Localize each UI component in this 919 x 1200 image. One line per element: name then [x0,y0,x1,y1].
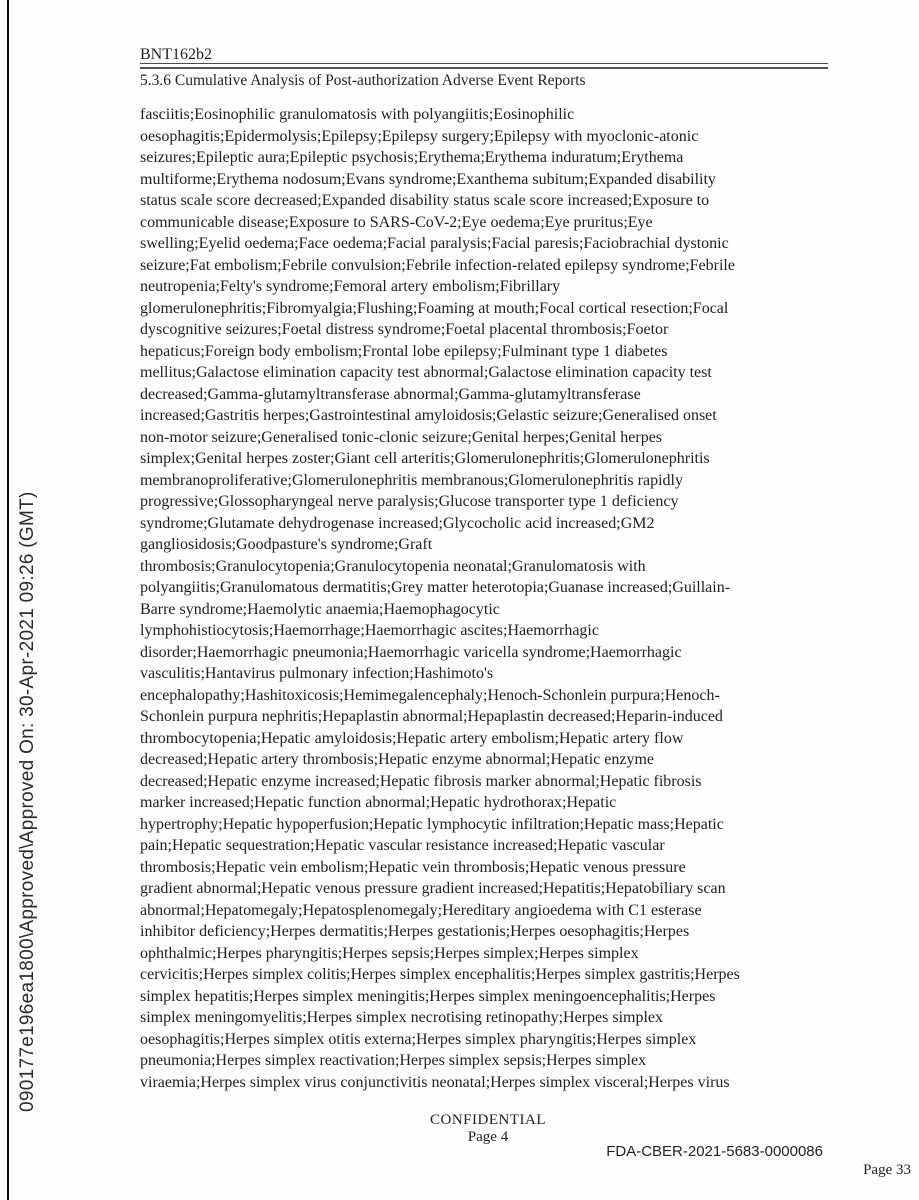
body-line: inhibitor deficiency;Herpes dermatitis;Herpes gestationis;Herpes oesophagitis;Herpes [140,923,690,940]
body-line: multiforme;Erythema nodosum;Evans syndrome;Exanthema subitum;Expanded disability [140,170,716,188]
body-line: cervicitis;Herpes simplex colitis;Herpes simplex encephalitis;Herpes simplex gastritis;Herpes [140,966,740,983]
body-line: glomerulonephritis;Fibromyalgia;Flushing;Foaming at mouth;Focal cortical resection;Focal [140,299,729,317]
header-rule-thick [140,67,828,69]
body-line: Barre syndrome;Haemolytic anaemia;Haemophagocytic [140,600,500,618]
approval-watermark: 090177e196ea1800\Approved\Approved On: 30-Apr-2021 09:26 (GMT) [17,491,38,1112]
header-rule-thin [140,63,828,64]
body-line: status scale score decreased;Expanded disability status scale score increased;Exposure to [140,192,710,209]
header-product: BNT162b2 [140,46,212,63]
body-line: mellitus;Galactose elimination capacity test abnormal;Galactose elimination capacity test [140,364,712,381]
body-line: thrombosis;Hepatic vein embolism;Hepatic vein thrombosis;Hepatic venous pressure [140,858,686,876]
body-line: swelling;Eyelid oedema;Face oedema;Facial paralysis;Facial paresis;Faciobrachial dystonic [140,235,729,252]
body-line: decreased;Hepatic artery thrombosis;Hepatic enzyme abnormal;Hepatic enzyme [140,751,654,768]
body-line: gradient abnormal;Hepatic venous pressure gradient increased;Hepatitis;Hepatobiliary scan [140,880,726,897]
body-line: ophthalmic;Herpes pharyngitis;Herpes sepsis;Herpes simplex;Herpes simplex [140,944,639,962]
footer-page-label: Page 4 [467,1129,509,1145]
body-line: hypertrophy;Hepatic hypoperfusion;Hepatic lymphocytic infiltration;Hepatic mass;Hepatic [140,815,724,833]
footer-confidential: CONFIDENTIAL [430,1112,546,1128]
body-line: vasculitis;Hantavirus pulmonary infection;Hashimoto's [140,665,494,682]
body-line: oesophagitis;Epidermolysis;Epilepsy;Epilepsy surgery;Epilepsy with myoclonic-atonic [140,127,699,145]
body-line: dyscognitive seizures;Foetal distress syndrome;Foetal placental thrombosis;Foetor [140,321,669,338]
body-line: hepaticus;Foreign body embolism;Frontal lobe epilepsy;Fulminant type 1 diabetes [140,342,668,360]
body-line: progressive;Glossopharyngeal nerve paralysis;Glucose transporter type 1 deficiency [140,493,679,510]
left-edge-rule [7,0,9,1200]
body-line: communicable disease;Exposure to SARS-CoV-2;Eye oedema;Eye pruritus;Eye [140,213,653,231]
body-line: fasciitis;Eosinophilic granulomatosis with polyangiitis;Eosinophilic [140,106,575,123]
body-line: gangliosidosis;Goodpasture's syndrome;Graft [140,536,433,553]
header-title: 5.3.6 Cumulative Analysis of Post-authorization Adverse Event Reports [140,72,586,89]
body-line: pain;Hepatic sequestration;Hepatic vascular resistance increased;Hepatic vascular [140,837,665,854]
body-line: non-motor seizure;Generalised tonic-clonic seizure;Genital herpes;Genital herpes [140,428,663,446]
body-line: oesophagitis;Herpes simplex otitis externa;Herpes simplex pharyngitis;Herpes simplex [140,1030,697,1048]
body-line: simplex meningomyelitis;Herpes simplex necrotising retinopathy;Herpes simplex [140,1009,664,1026]
body-line: viraemia;Herpes simplex virus conjunctivitis neonatal;Herpes simplex visceral;Herpes virus [140,1073,730,1091]
body-line: thrombocytopenia;Hepatic amyloidosis;Hepatic artery embolism;Hepatic artery flow [140,729,684,747]
body-line: seizure;Fat embolism;Febrile convulsion;Febrile infection-related epilepsy syndrome;Febrile [140,256,735,274]
body-line: simplex hepatitis;Herpes simplex meningitis;Herpes simplex meningoencephalitis;Herpes [140,987,716,1005]
footer-page-number: Page 33 [863,1162,911,1178]
footer-fda-number: FDA-CBER-2021-5683-0000086 [606,1143,823,1160]
body-line: abnormal;Hepatomegaly;Hepatosplenomegaly;Hereditary angioedema with C1 esterase [140,901,702,919]
body-line: marker increased;Hepatic function abnormal;Hepatic hydrothorax;Hepatic [140,794,617,811]
body-line: encephalopathy;Hashitoxicosis;Hemimegalencephaly;Henoch-Schonlein purpura;Henoch- [140,686,720,704]
body-line: decreased;Hepatic enzyme increased;Hepatic fibrosis marker abnormal;Hepatic fibrosis [140,772,702,790]
body-line: Schonlein purpura nephritis;Hepaplastin abnormal;Hepaplastin decreased;Heparin-induced [140,708,723,725]
body-line: membranoproliferative;Glomerulonephritis membranous;Glomerulonephritis rapidly [140,471,683,489]
body-text [140,104,835,1093]
body-line: lymphohistiocytosis;Haemorrhage;Haemorrhagic ascites;Haemorrhagic [140,622,599,639]
body-line: neutropenia;Felty's syndrome;Femoral artery embolism;Fibrillary [140,278,561,295]
body-line: pneumonia;Herpes simplex reactivation;Herpes simplex sepsis;Herpes simplex [140,1052,647,1069]
body-line: decreased;Gamma-glutamyltransferase abnormal;Gamma-glutamyltransferase [140,385,641,403]
body-line: syndrome;Glutamate dehydrogenase increased;Glycocholic acid increased;GM2 [140,514,655,532]
body-line: seizures;Epileptic aura;Epileptic psychosis;Erythema;Erythema induratum;Erythema [140,149,684,166]
body-line: disorder;Haemorrhagic pneumonia;Haemorrhagic varicella syndrome;Haemorrhagic [140,643,682,661]
body-line: increased;Gastritis herpes;Gastrointestinal amyloidosis;Gelastic seizure;Generalised onset [140,407,717,424]
body-line: simplex;Genital herpes zoster;Giant cell arteritis;Glomerulonephritis;Glomerulonephritis [140,450,710,467]
body-line: thrombosis;Granulocytopenia;Granulocytopenia neonatal;Granulomatosis with [140,557,646,575]
body-line: polyangiitis;Granulomatous dermatitis;Grey matter heterotopia;Guanase increased;Guillain- [140,579,731,596]
